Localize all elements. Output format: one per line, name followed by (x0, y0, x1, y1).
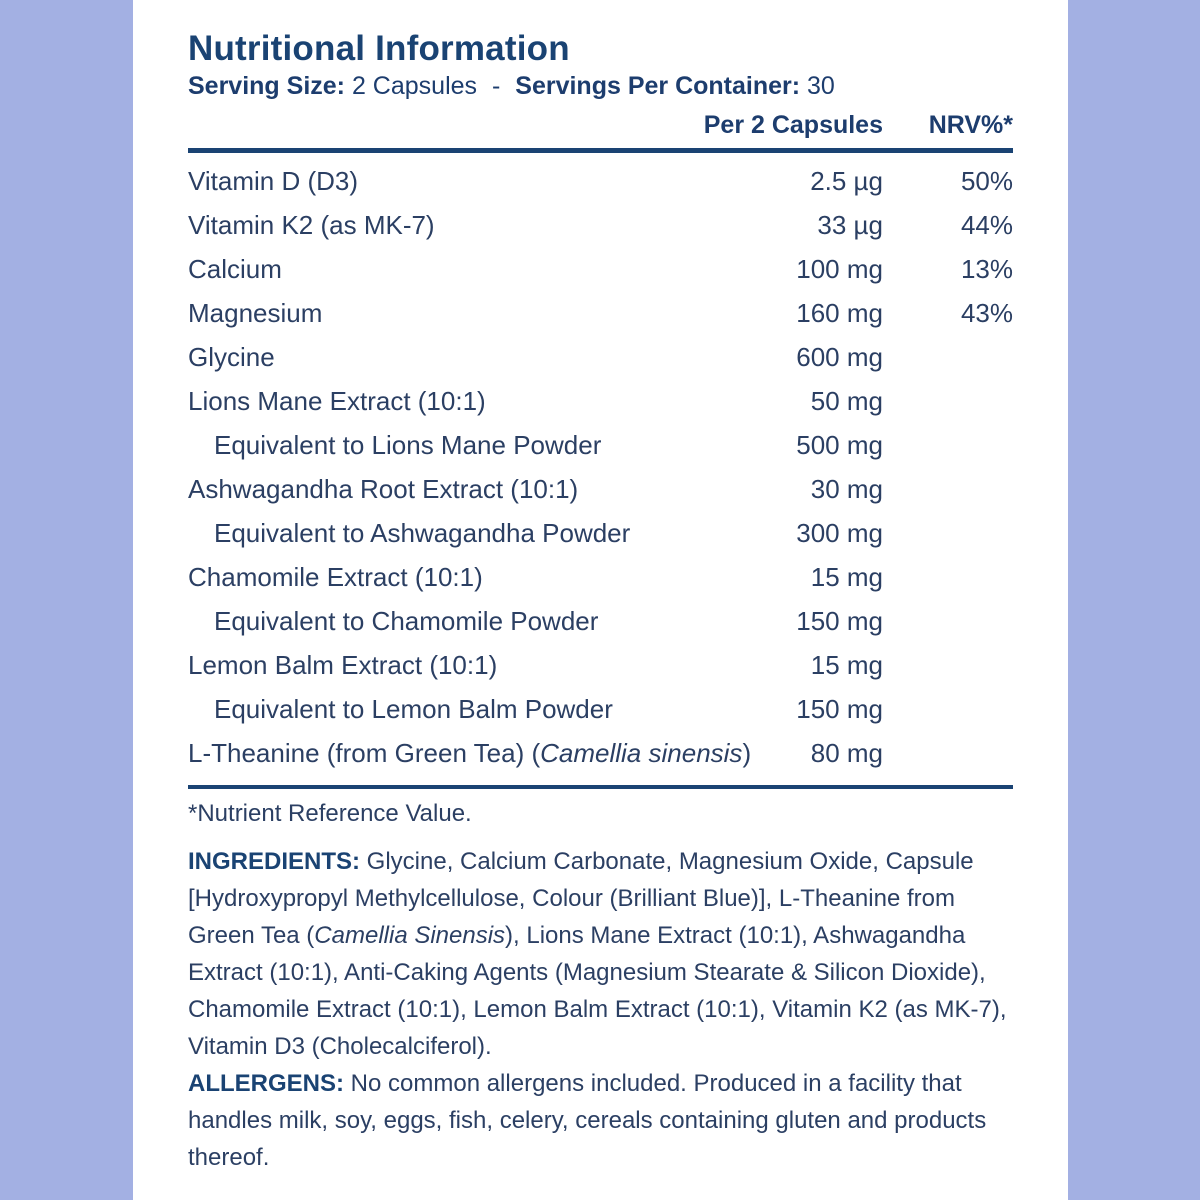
table-row (188, 247, 1013, 291)
nutrient-amount: 15 mg (810, 650, 883, 680)
nutrient-name: Equivalent to Chamomile Powder (214, 606, 599, 636)
nutrient-amount: 160 mg (796, 298, 883, 328)
table-row (188, 423, 1013, 467)
ingredients-latin-name: Camellia Sinensis (314, 922, 506, 949)
table-row (188, 203, 1013, 247)
nutrient-amount: 100 mg (796, 254, 883, 284)
table-row (188, 555, 1013, 599)
nutrient-amount: 150 mg (796, 606, 883, 636)
serving-size-label: Serving Size: (188, 72, 345, 100)
nutrient-name: Equivalent to Lions Mane Powder (214, 430, 602, 460)
table-header (188, 108, 1013, 153)
serving-size-value: 2 Capsules (351, 72, 478, 100)
nutrient-name: Vitamin K2 (as MK-7) (188, 210, 435, 240)
serving-info (188, 70, 1013, 102)
nutrient-amount: 150 mg (796, 694, 883, 724)
ingredients-section (188, 843, 1013, 1065)
table-row (188, 467, 1013, 511)
nutrient-amount: 50 mg (810, 386, 883, 416)
allergens-section (188, 1065, 1013, 1176)
nutrient-name: Lions Mane Extract (10:1) (188, 386, 486, 416)
nutrient-nrv: 43% (960, 298, 1013, 328)
allergens-label: ALLERGENS: (188, 1070, 344, 1097)
nutrient-name: Glycine (188, 342, 275, 372)
nutrient-name: Ashwagandha Root Extract (10:1) (188, 474, 579, 504)
nutrient-name: Chamomile Extract (10:1) (188, 562, 483, 592)
nutrient-amount: 500 mg (796, 430, 883, 460)
nutrient-nrv: 44% (960, 210, 1013, 240)
ingredients-text-2: ), Lions Mane Extract (10:1), Ashwagandha Extract (10:1), Anti-Caking Agents (Magnesium Stearate & Silicon Dioxide), Chamomile Extract (10:1), Lemon Balm Extract (10:1), Vitamin K2 (as MK-7), Vitamin D3 (Cholecalciferol). (188, 922, 1007, 1060)
table-row (188, 335, 1013, 379)
page-title: Nutritional Information (188, 29, 570, 68)
nutrient-amount: 2.5 µg (810, 166, 883, 196)
nutrient-name: Equivalent to Ashwagandha Powder (214, 518, 631, 548)
table-row (188, 599, 1013, 643)
nutrient-name-suffix: ) (742, 738, 752, 768)
column-header-nrv: NRV%* (928, 111, 1013, 139)
nutrient-name: Lemon Balm Extract (10:1) (188, 650, 498, 680)
nutrient-amount: 300 mg (796, 518, 883, 548)
nutrient-amount: 30 mg (810, 474, 883, 504)
nutrient-table (188, 159, 1013, 731)
nutrient-amount: 80 mg (810, 738, 883, 768)
nutrient-amount: 33 µg (817, 210, 883, 240)
nutrition-label-panel (133, 0, 1068, 1200)
allergens-text: No common allergens included. Produced in a facility that handles milk, soy, eggs, fish, celery, cereals containing gluten and products thereof. (188, 1070, 987, 1171)
table-row-theanine (188, 731, 1013, 775)
servings-per-container-label: Servings Per Container: (515, 72, 801, 100)
table-row (188, 379, 1013, 423)
table-row (188, 643, 1013, 687)
nutrient-name-prefix: L-Theanine (from Green Tea) ( (188, 738, 541, 768)
nutrient-nrv: 50% (960, 166, 1013, 196)
nutrient-name-latin: Camellia sinensis (540, 738, 743, 768)
ingredients-text-1: Glycine, Calcium Carbonate, Magnesium Oxide, Capsule [Hydroxypropyl Methylcellulose, Colour (Brilliant Blue)], L-Theanine from Green Tea ( (188, 848, 974, 949)
table-bottom-rule (188, 785, 1013, 789)
table-row (188, 159, 1013, 203)
table-row (188, 687, 1013, 731)
table-row (188, 511, 1013, 555)
footnote: *Nutrient Reference Value. (188, 800, 472, 827)
column-header-amount: Per 2 Capsules (703, 111, 883, 139)
nutrient-amount: 600 mg (796, 342, 883, 372)
nutrient-amount: 15 mg (810, 562, 883, 592)
serving-separator: - (491, 72, 501, 100)
ingredients-label: INGREDIENTS: (188, 848, 361, 875)
nutrient-nrv: 13% (960, 254, 1013, 284)
nutrient-name: Magnesium (188, 298, 323, 328)
nutrient-name: Vitamin D (D3) (188, 166, 359, 196)
table-row (188, 291, 1013, 335)
nutrient-name: Equivalent to Lemon Balm Powder (214, 694, 613, 724)
nutrient-name: Calcium (188, 254, 282, 284)
nutrient-name (188, 731, 788, 775)
servings-per-container-value: 30 (807, 72, 835, 100)
